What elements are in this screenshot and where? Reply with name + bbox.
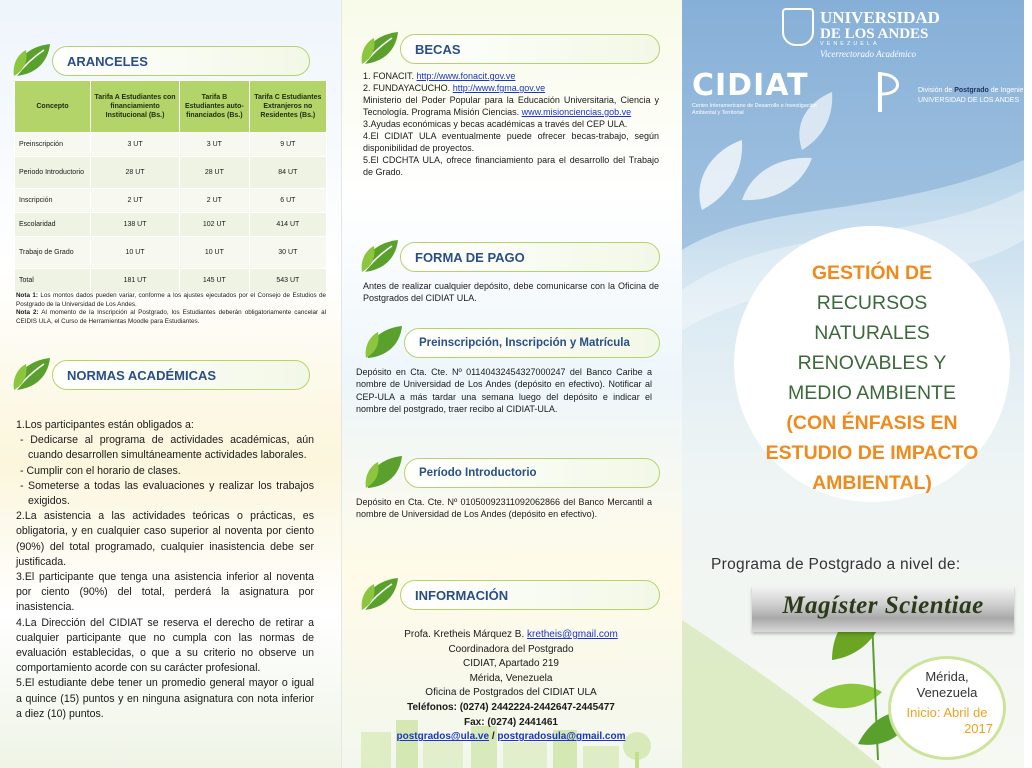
pago-text1: Depósito en Cta. Cte. Nº 01140432454327000247 del Banco Caribe a nombre de Universidad de Los Andes (depósito en efectivo). Notificar al CEP-ULA a más tardar una semana luego del depósito e indicar el nombre del postgrado, traer recibo al CIDIAT-ULA. (356, 367, 652, 415)
beca-item: 4.El CIDIAT ULA eventualmente puede ofrecer becas-trabajo, según disponibilidad de proyectos. (363, 131, 659, 153)
pago-heading: FORMA DE PAGO (415, 250, 525, 265)
pago-sub1-header (362, 322, 660, 362)
leaf-icon (362, 452, 410, 492)
ula-country: VENEZUELA (820, 41, 880, 47)
location-country: Venezuela (916, 685, 978, 700)
info-header (358, 574, 660, 614)
program-title (742, 258, 1002, 498)
contact-info (356, 628, 666, 745)
degree-name: Magíster Scientiae (782, 592, 984, 619)
contact-fax: Fax: (0274) 2441461 (464, 716, 558, 728)
norma-item: 2.La asistencia a las actividades teóricas o prácticas, es obligatoria, y en cualquier caso superior al noventa por ciento (90%) del total programado, cualquier inasistencia debe ser justificada. (16, 510, 314, 568)
leaf-icon (358, 28, 406, 68)
becas-heading: BECAS (415, 42, 461, 57)
leaf-icon (358, 236, 406, 276)
table-cell: 6 UT (249, 189, 326, 213)
table-cell: 10 UT (180, 237, 250, 269)
ula-name-line2: DE LOS ANDES (820, 26, 929, 42)
title-line: RECURSOS (816, 292, 928, 314)
column-header: Tarifa B Estudiantes auto-financiados (Bs.) (180, 81, 250, 133)
pago-intro: Antes de realizar cualquier depósito, debe comunicarse con la Oficina de Postgrados del CIDIAT ULA. (363, 281, 659, 304)
table-cell: Inscripción (15, 189, 91, 213)
table-cell: 9 UT (249, 133, 326, 157)
table-cell: 3 UT (180, 133, 250, 157)
beca-item: 1. FONACIT. http://www.fonacit.gov.ve (363, 71, 516, 81)
table-cell: 2 UT (91, 189, 180, 213)
pago-sub2-heading: Período Introductorio (419, 467, 537, 479)
title-line: MEDIO AMBIENTE (788, 382, 956, 404)
misionciencias-link[interactable]: www.misionciencias.gob.ve (521, 107, 632, 117)
table-row (15, 157, 327, 189)
location-city: Mérida, (925, 669, 969, 684)
table-cell: Total (15, 269, 91, 293)
norma-item: 5.El estudiante debe tener un promedio general mayor o igual a quince (15) puntos y en ninguna asignatura con nota inferior a diez (10) puntos. (16, 677, 314, 720)
ula-vicerrectorado: Vicerrectorado Académico (820, 49, 917, 59)
table-cell: Preinscripción (15, 133, 91, 157)
fonacit-link[interactable]: http://www.fonacit.gov.ve (416, 71, 516, 81)
contact-city: Mérida, Venezuela (469, 672, 553, 684)
table-cell: Trabajo de Grado (15, 237, 91, 269)
table-cell: 84 UT (249, 157, 326, 189)
leaf-icon (10, 354, 58, 394)
postgrado-text: División de Postgrado de Ingeniería UNIVERSIDAD DE LOS ANDES (918, 87, 1032, 104)
cidiat-wordmark: CIDIAT (692, 68, 809, 103)
table-row (15, 189, 327, 213)
pago-sub1-heading: Preinscripción, Inscripción y Matrícula (419, 337, 630, 349)
table-cell: 102 UT (180, 213, 250, 237)
table-cell: 414 UT (249, 213, 326, 237)
column-header: Tarifa A Estudiantes con financiamiento Institucional (Bs.) (91, 81, 180, 133)
column-header: Tarifa C Estudiantes Extranjeros no Residentes (Bs.) (249, 81, 326, 133)
normas-heading: NORMAS ACADÉMICAS (67, 368, 217, 383)
title-line: GESTIÓN DE (811, 262, 933, 284)
norma-subitem: - Someterse a todas las evaluaciones y realizar los trabajos exigidos. (20, 479, 314, 508)
cidiat-subtitle: Centro Interamericano de Desarrollo e Investigación Ambiental y Territorial (692, 103, 817, 116)
fgma-link[interactable]: http://www.fgma.gov.ve (452, 83, 546, 93)
table-cell: Periodo Introductorio (15, 157, 91, 189)
contact-address: CIDIAT, Apartado 219 (463, 658, 559, 670)
normas-list (16, 418, 314, 722)
norma-item: 3.El participante que tenga una asistencia inferior al noventa por ciento (90%) del total, perderá la asignatura por inasistencia. (16, 571, 314, 614)
postgrado-mark-icon (874, 70, 906, 114)
table-cell: 181 UT (91, 269, 180, 293)
contact-name-line: Profa. Kretheis Márquez B. kretheis@gmail.com (404, 629, 618, 640)
norma-item: 4.La Dirección del CIDIAT se reserva el derecho de retirar a cualquier participante que no cumpla con las normas de evaluación establecidas, o que a su criterio no observe un comportamiento acorde con su carácter profesional. (16, 616, 314, 675)
info-heading: INFORMACIÓN (415, 588, 509, 603)
beca-item: 2. FUNDAYACUCHO. http://www.fgma.gov.ve (363, 83, 546, 93)
column-header: Concepto (15, 81, 91, 133)
program-level: Programa de Postgrado a nivel de: (711, 556, 961, 573)
ula-logo (782, 6, 942, 59)
pago-header (358, 236, 660, 276)
aranceles-heading: ARANCELES (67, 54, 148, 69)
normas-header (10, 354, 310, 394)
table-header-row (15, 81, 327, 133)
norma-subitem: - Cumplir con el horario de clases. (20, 464, 181, 477)
title-line: NATURALES (814, 322, 930, 344)
table-cell: Escolaridad (15, 213, 91, 237)
contact-phones: Teléfonos: (0274) 2442224-2442647-2445477 (407, 701, 615, 713)
start-label: Inicio: Abril de (906, 705, 988, 720)
start-year: 2017 (964, 721, 993, 736)
contact-office: Oficina de Postgrados del CIDIAT ULA (425, 687, 597, 699)
table-cell: 30 UT (249, 237, 326, 269)
norma-subitem: - Dedicarse al programa de actividades académicas, aún cuando desarrollen simultáneamente actividades laborales. (20, 434, 314, 462)
table-cell: 2 UT (180, 189, 250, 213)
beca-item: 3.Ayudas económicas y becas académicas a través del CEP ULA. (363, 119, 628, 129)
norma-item: 1.Los participantes están obligados a: (16, 419, 194, 431)
title-line: ESTUDIO DE IMPACTO (765, 442, 979, 464)
note-1: Nota 1: Los montos dados pueden variar, conforme a los ajustes ejecutados por el Consejo de Estudios de Postgrado de la Universidad de Los Andes. (16, 292, 327, 308)
contact-emails: postgrados@ula.ve / postgradosula@gmail.com (396, 731, 626, 743)
postgrados-email-link[interactable]: postgrados@ula.ve (396, 731, 490, 743)
fee-notes (16, 292, 326, 326)
table-row (15, 269, 327, 293)
title-line: (CON ÉNFASIS EN (786, 412, 958, 434)
location-badge (888, 656, 1006, 760)
table-cell: 138 UT (91, 213, 180, 237)
table-cell: 28 UT (91, 157, 180, 189)
note-2: Nota 2: Al momento de la Inscripción al Postgrado, los Estudiantes deberán obligatoriamente cancelar al CEIDIS ULA, el Curso de Herramientas Moodle para Estudiantes. (16, 309, 326, 325)
cidiat-logo (692, 70, 822, 117)
table-row (15, 213, 327, 237)
becas-list (363, 70, 659, 178)
contact-role: Coordinadora del Postgrado (448, 643, 574, 655)
fees-table (14, 80, 327, 293)
becas-header (358, 28, 660, 68)
beca-item: Ministerio del Poder Popular para la Educación Universitaria, Ciencia y Tecnología. Programa Misión Ciencias. www.misionciencias.gob.ve (363, 95, 659, 117)
leaf-icon (362, 322, 410, 362)
kretheis-email-link[interactable]: kretheis@gmail.com (527, 629, 618, 640)
pago-sub2-header (362, 452, 660, 492)
postgradosula-email-link[interactable]: postgradosula@gmail.com (497, 731, 626, 743)
table-cell: 145 UT (180, 269, 250, 293)
aranceles-header (10, 40, 310, 80)
table-row (15, 133, 327, 157)
beca-item: 5.El CDCHTA ULA, ofrece financiamiento para el desarrollo del Trabajo de Grado. (363, 155, 659, 177)
table-row (15, 237, 327, 269)
ula-name-line1: UNIVERSIDAD (820, 8, 940, 27)
table-cell: 543 UT (249, 269, 326, 293)
leaf-icon (358, 574, 406, 614)
table-cell: 28 UT (180, 157, 250, 189)
pago-text2: Depósito en Cta. Cte. Nº 01050092311092062866 del Banco Mercantil a nombre de Universidad de Los Andes (depósito en efectivo). (356, 497, 652, 520)
ula-seal-icon (782, 8, 814, 46)
title-line: RENOVABLES Y (797, 352, 947, 374)
title-line: AMBIENTAL) (812, 472, 932, 494)
degree-banner (752, 586, 1014, 632)
table-cell: 10 UT (91, 237, 180, 269)
leaf-icon (10, 40, 58, 80)
table-cell: 3 UT (91, 133, 180, 157)
